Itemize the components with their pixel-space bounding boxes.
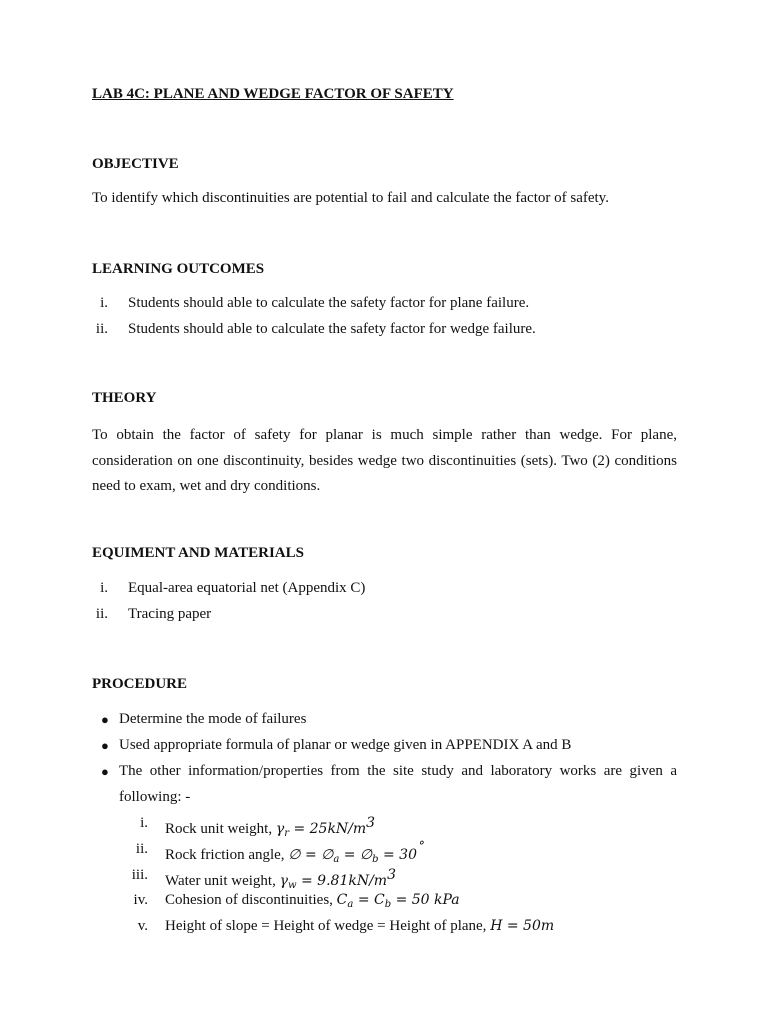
property-item <box>165 918 554 935</box>
property-label: Rock unit weight, <box>165 821 276 837</box>
list-marker: iv. <box>133 892 148 908</box>
list-marker: ii. <box>135 841 148 857</box>
property-label: Water unit weight, <box>165 873 280 889</box>
list-item: Students should able to calculate the safety factor for plane failure. <box>128 295 530 311</box>
property-item <box>165 892 460 910</box>
property-label: Height of slope = Height of wedge = Height of plane, <box>165 918 491 934</box>
list-marker: i. <box>100 295 108 311</box>
list-item: Tracing paper <box>128 606 212 622</box>
procedure-bullet: Used appropriate formula of planar or wedge given in APPENDIX A and B <box>119 737 572 753</box>
bullet-icon: ● <box>101 738 109 753</box>
property-formula: $\gamma_r = 25kN/m^3$ <box>275 815 376 839</box>
theory-paragraph: To obtain the factor of safety for planar is much simple rather than wedge. For plane, consideration on one discontinuity, besides wedge two discontinuities (sets). Two (2) conditions need to exam, wet and dry conditions. <box>92 427 677 494</box>
list-marker: iii. <box>131 867 148 883</box>
bullet-icon: ● <box>101 712 109 727</box>
equipment-heading: EQUIMENT AND MATERIALS <box>92 545 304 561</box>
list-marker: v. <box>137 918 148 934</box>
list-marker: i. <box>100 580 108 596</box>
list-item: Equal-area equatorial net (Appendix C) <box>128 580 366 596</box>
property-item <box>165 867 396 891</box>
theory-heading: THEORY <box>92 390 157 406</box>
list-marker: i. <box>140 815 148 831</box>
bullet-icon: ● <box>101 764 109 779</box>
property-formula: ∅ = $\emptyset_a$ = $\emptyset_b = 30^˚$ <box>288 841 424 865</box>
property-label: Cohesion of discontinuities, <box>165 892 337 908</box>
learning-outcomes-heading: LEARNING OUTCOMES <box>92 261 265 277</box>
property-formula: H = 50m <box>490 918 555 934</box>
document-title: LAB 4C: PLANE AND WEDGE FACTOR OF SAFETY <box>92 86 454 102</box>
property-label: Rock friction angle, <box>165 847 289 863</box>
property-item <box>165 841 424 865</box>
procedure-bullet: Determine the mode of failures <box>119 711 307 727</box>
list-marker: ii. <box>95 606 108 622</box>
objective-text: To identify which discontinuities are potential to fail and calculate the factor of safety. <box>92 190 609 206</box>
objective-heading: OBJECTIVE <box>92 156 179 172</box>
procedure-bullet: The other information/properties from the site study and laboratory works are given a following: - <box>119 763 677 805</box>
property-formula: $\gamma_w = 9.81kN/m^3$ <box>279 867 397 891</box>
property-formula: $C_a = C_b = 50$ kPa <box>336 892 460 910</box>
list-item: Students should able to calculate the safety factor for wedge failure. <box>128 321 536 337</box>
procedure-heading: PROCEDURE <box>92 676 188 692</box>
list-marker: ii. <box>95 321 108 337</box>
property-item <box>165 815 375 839</box>
